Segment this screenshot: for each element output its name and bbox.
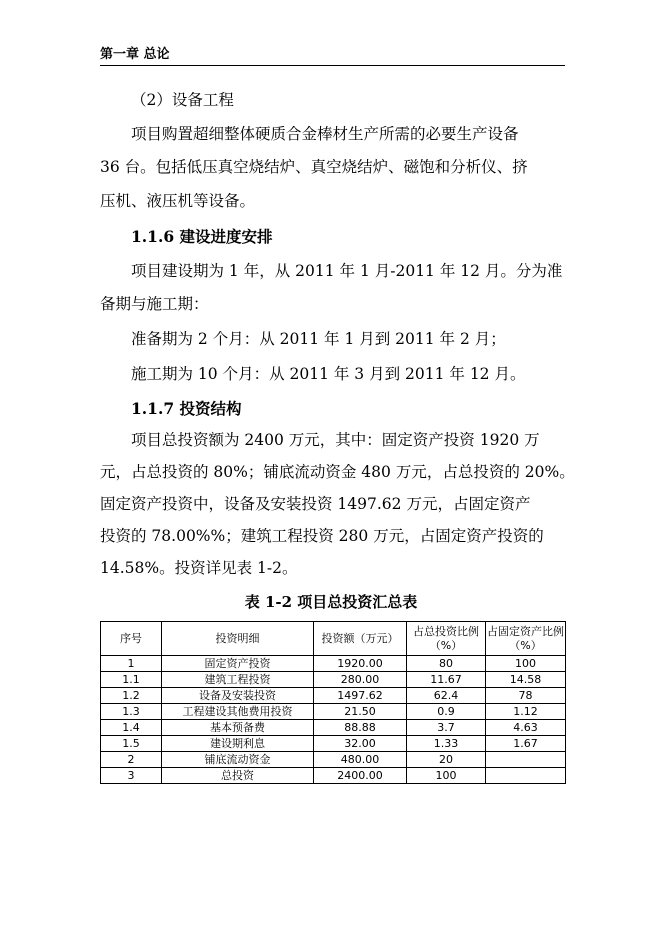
paragraph-line: 元，占总投资的 80%；铺底流动资金 480 万元，占总投资的 20%。 <box>100 463 575 481</box>
table-cell: 1.12 <box>486 704 566 720</box>
table-cell: 1.3 <box>101 704 162 720</box>
table-row <box>101 736 566 752</box>
table-row <box>101 704 566 720</box>
table-row <box>101 672 566 688</box>
table-cell: 480.00 <box>314 752 407 768</box>
investment-summary-table <box>100 621 566 784</box>
table-cell: 3.7 <box>407 720 486 736</box>
table-cell: 14.58 <box>486 672 566 688</box>
table-cell: 11.67 <box>407 672 486 688</box>
table-cell: 1.67 <box>486 736 566 752</box>
table-cell: 总投资 <box>162 768 314 784</box>
table-cell: 32.00 <box>314 736 407 752</box>
table-cell: 1920.00 <box>314 656 407 672</box>
table-cell: 0.9 <box>407 704 486 720</box>
column-header: 投资明细 <box>162 622 314 656</box>
section-heading-investment: 1.1.7 投资结构 <box>131 399 242 418</box>
table-cell: 80 <box>407 656 486 672</box>
paragraph-line: 项目购置超细整体硬质合金棒材生产所需的必要生产设备 <box>131 125 519 143</box>
table-cell: 1.1 <box>101 672 162 688</box>
table-header-row <box>101 622 566 656</box>
table-cell: 62.4 <box>407 688 486 704</box>
table-cell <box>486 768 566 784</box>
table-cell: 建筑工程投资 <box>162 672 314 688</box>
column-header: 占固定资产比例（%） <box>486 622 566 656</box>
paragraph-line: 固定资产投资中，设备及安装投资 1497.62 万元，占固定资产 <box>100 495 531 513</box>
table-cell: 设备及安装投资 <box>162 688 314 704</box>
table-row <box>101 768 566 784</box>
table-cell: 固定资产投资 <box>162 656 314 672</box>
table-cell: 4.63 <box>486 720 566 736</box>
table-cell: 1 <box>101 656 162 672</box>
column-header: 占总投资比例（%） <box>407 622 486 656</box>
column-header: 序号 <box>101 622 162 656</box>
table-cell: 20 <box>407 752 486 768</box>
table-cell: 21.50 <box>314 704 407 720</box>
table-row <box>101 752 566 768</box>
paragraph-line: 施工期为 10 个月：从 2011 年 3 月到 2011 年 12 月。 <box>131 365 526 383</box>
table-cell: 2 <box>101 752 162 768</box>
chapter-title: 第一章 总论 <box>100 47 170 62</box>
paragraph-line: 项目建设期为 1 年，从 2011 年 1 月-2011 年 12 月。分为准 <box>131 262 563 280</box>
table-cell: 3 <box>101 768 162 784</box>
table-cell: 1.4 <box>101 720 162 736</box>
paragraph-line: 备期与施工期： <box>100 295 209 313</box>
table-cell: 1.33 <box>407 736 486 752</box>
table-cell: 78 <box>486 688 566 704</box>
table-row <box>101 720 566 736</box>
paragraph-line: 准备期为 2 个月：从 2011 年 1 月到 2011 年 2 月； <box>131 330 506 348</box>
paragraph-equipment-title: （2）设备工程 <box>131 91 234 109</box>
table-caption: 表 1-2 项目总投资汇总表 <box>244 593 418 611</box>
table-cell: 1.2 <box>101 688 162 704</box>
table-row <box>101 656 566 672</box>
table-row <box>101 688 566 704</box>
paragraph-line: 36 台。包括低压真空烧结炉、真空烧结炉、磁饱和分析仪、挤 <box>100 158 528 176</box>
table-cell: 88.88 <box>314 720 407 736</box>
table-cell: 1497.62 <box>314 688 407 704</box>
paragraph-line: 项目总投资额为 2400 万元，其中：固定资产投资 1920 万 <box>131 431 540 449</box>
table-cell: 基本预备费 <box>162 720 314 736</box>
table-cell: 工程建设其他费用投资 <box>162 704 314 720</box>
section-heading-schedule: 1.1.6 建设进度安排 <box>131 227 273 246</box>
paragraph-line: 压机、液压机等设备。 <box>100 192 256 210</box>
table-cell: 2400.00 <box>314 768 407 784</box>
table-cell: 100 <box>407 768 486 784</box>
page-header <box>100 47 565 66</box>
table-cell: 铺底流动资金 <box>162 752 314 768</box>
paragraph-line: 14.58%。投资详见表 1-2。 <box>100 559 298 577</box>
table-cell: 100 <box>486 656 566 672</box>
column-header: 投资额（万元） <box>314 622 407 656</box>
paragraph-line: 投资的 78.00%%；建筑工程投资 280 万元，占固定资产投资的 <box>100 527 544 545</box>
table-cell: 280.00 <box>314 672 407 688</box>
table-cell <box>486 752 566 768</box>
table-cell: 1.5 <box>101 736 162 752</box>
table-cell: 建设期利息 <box>162 736 314 752</box>
